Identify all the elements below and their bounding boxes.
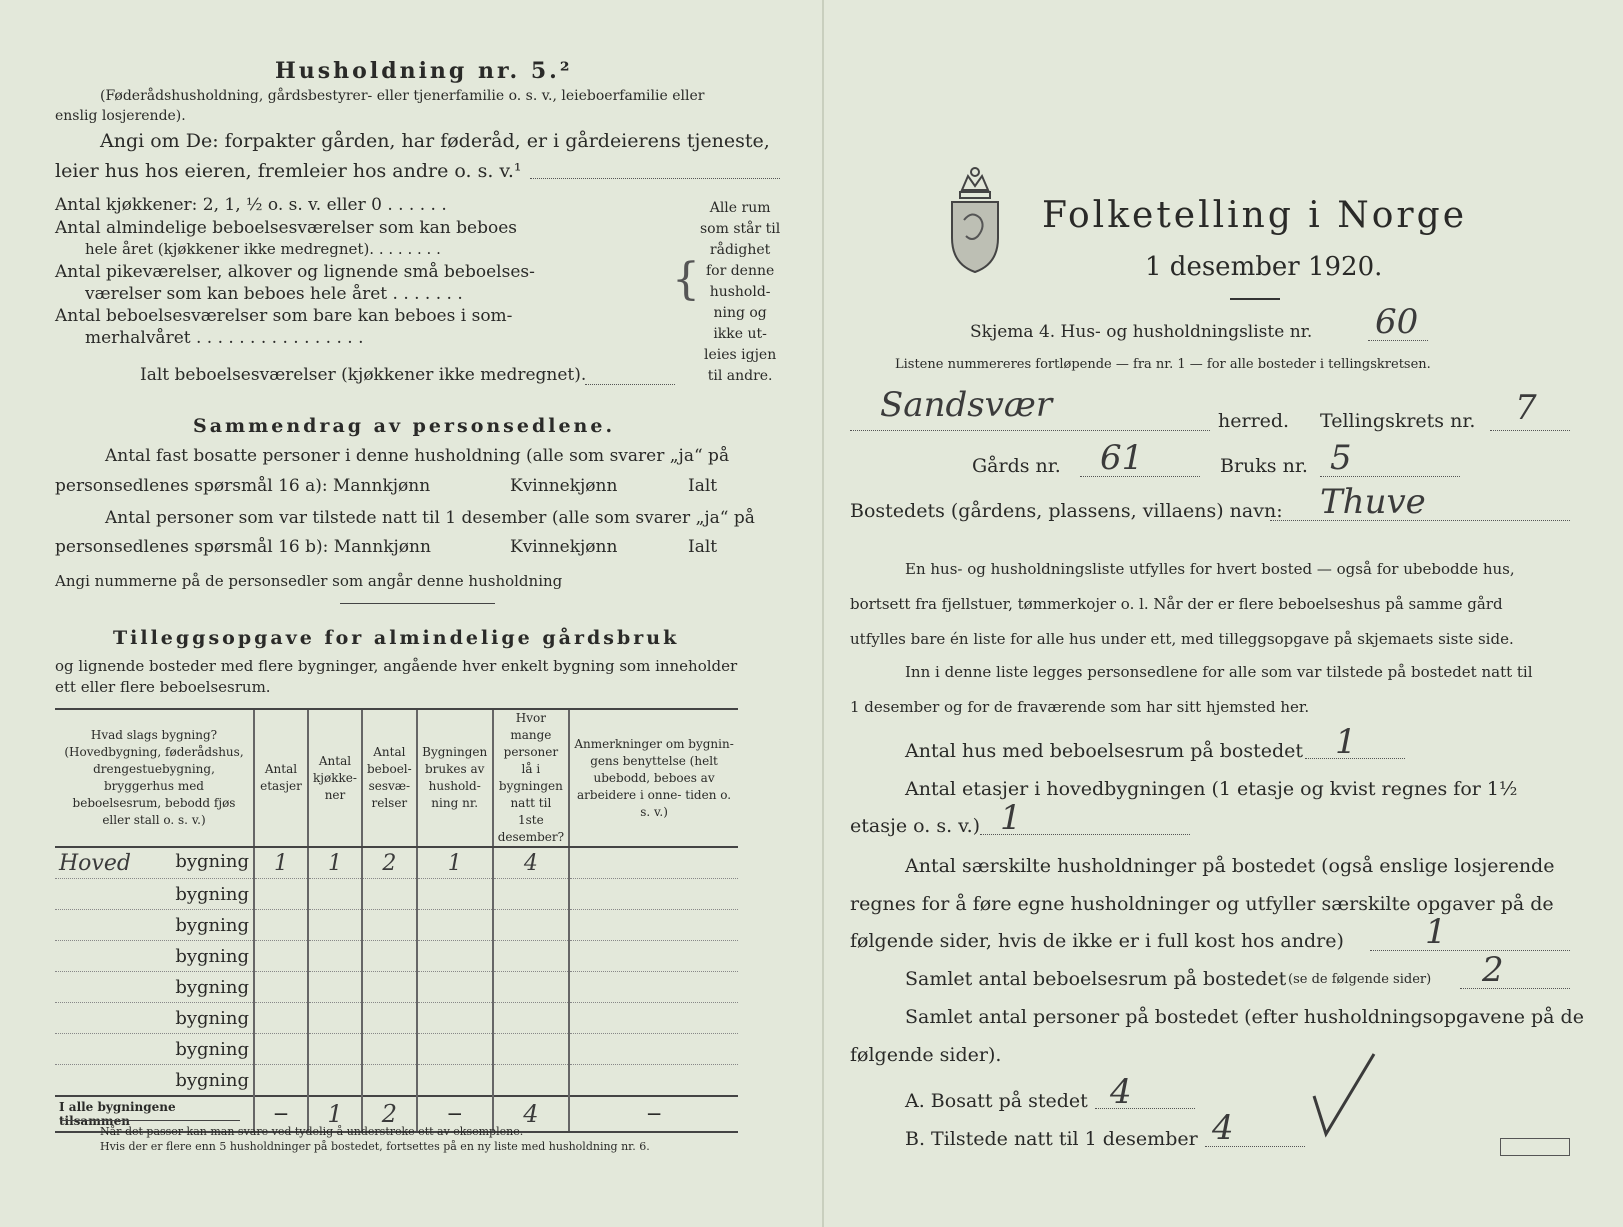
bygning-label: bygning — [175, 850, 249, 872]
bygning-label: bygning — [55, 972, 254, 1003]
table-header-row — [55, 709, 738, 847]
bosted-value: Thuve — [1320, 482, 1426, 522]
household-heading: Husholdning nr. 5.² — [275, 58, 573, 84]
q-houses-label: Antal hus med beboelsesrum på bostedet — [905, 740, 1304, 762]
q-households-label-3: følgende sider, hvis de ikke er i full kost hos andre) — [850, 930, 1344, 952]
remarks-value — [569, 847, 738, 879]
summary-text-4: personsedlenes spørsmål 16 b): Mannkjønn — [55, 537, 431, 557]
female-label-1: Kvinnekjønn — [510, 476, 618, 496]
side-note-line: ikke ut- — [713, 326, 767, 342]
table-row — [55, 1003, 738, 1034]
brace: { — [672, 254, 700, 305]
header-rooms: Antal beboel- sesvæ- relser — [362, 709, 417, 847]
total-row-label: I alle bygningene tilsammen — [55, 1096, 254, 1132]
side-note-line: hushold- — [709, 284, 771, 300]
bosted-line — [1270, 520, 1570, 521]
summary-text-3: Antal personer som var tilstede natt til 1 desember (alle som svarer „ja“ på — [105, 508, 755, 528]
table-row — [55, 941, 738, 972]
list-note: Listene nummereres fortløpende — fra nr. 1 — for alle bosteder i tellingskretsen. — [895, 357, 1431, 372]
supplement-text-2: ett eller flere beboelsesrum. — [55, 678, 271, 696]
gards-label: Gårds nr. — [972, 455, 1061, 477]
table-row — [55, 972, 738, 1003]
total-label-1: Ialt — [688, 476, 718, 496]
instructions-3: utfylles bare én liste for alle hus under ett, med tilleggsopgave på skjemaets siste side. — [850, 630, 1514, 648]
persons-value: 4 — [493, 847, 569, 879]
bosted-label: Bostedets (gårdens, plassens, villaens) navn: — [850, 500, 1283, 522]
q-present-value: 4 — [1212, 1108, 1234, 1148]
q-households-line — [1370, 950, 1570, 951]
angi-text-1: Angi om De: forpakter gården, har føderåd, er i gårdeierens tjeneste, — [100, 130, 770, 152]
q-resident-line — [1095, 1108, 1195, 1109]
q-households-label-1: Antal særskilte husholdninger på bostedet (også enslige losjerende — [905, 855, 1555, 877]
header-kitchens: Antal kjøkke- ner — [308, 709, 362, 847]
tellingskrets-label: Tellingskrets nr. — [1320, 410, 1476, 432]
q-houses-line — [1305, 758, 1405, 759]
q-floors-value: 1 — [1000, 798, 1022, 838]
q-persons-label-2: følgende sider). — [850, 1044, 1002, 1066]
total-persons: 4 — [493, 1096, 569, 1132]
small-rooms-label-2: værelser som kan beboes hele året . . . . . . . — [85, 284, 463, 304]
divider — [340, 603, 495, 604]
total-household: — — [417, 1096, 493, 1132]
total-floors: — — [254, 1096, 308, 1132]
summary-text-5: Angi nummerne på de personsedler som angår denne husholdning — [55, 572, 563, 590]
total-rooms-label: Ialt beboelsesværelser (kjøkkener ikke medregnet). — [140, 365, 587, 385]
herred-label: herred. — [1218, 410, 1290, 432]
kitchens-value: 1 — [308, 847, 362, 879]
household-intro-2: enslig losjerende). — [55, 108, 186, 124]
gards-line — [1080, 476, 1200, 477]
q-resident-label: A. Bosatt på stedet — [905, 1090, 1088, 1112]
q-rooms-value: 2 — [1482, 950, 1504, 990]
bruks-label: Bruks nr. — [1220, 455, 1308, 477]
floors-value: 1 — [254, 847, 308, 879]
tellingskrets-value: 7 — [1515, 388, 1537, 428]
title-rule — [1230, 298, 1280, 300]
rooms-label-1: Antal almindelige beboelsesværelser som kan beboes — [55, 218, 517, 238]
table-row — [55, 910, 738, 941]
kitchens-label: Antal kjøkkener: 2, 1, ½ o. s. v. eller 0 . . . . . . — [55, 195, 447, 215]
supplement-text-1: og lignende bosteder med flere bygninger, angående hver enkelt bygning som inneholder — [55, 657, 738, 675]
q-present-label: B. Tilstede natt til 1 desember — [905, 1128, 1198, 1150]
main-title: Folketelling i Norge — [1042, 195, 1467, 236]
summary-text-2: personsedlenes spørsmål 16 a): Mannkjønn — [55, 476, 431, 496]
herred-value: Sandsvær — [880, 385, 1053, 425]
census-date: 1 desember 1920. — [1145, 252, 1383, 282]
table-row — [55, 1065, 738, 1097]
summary-text-1: Antal fast bosatte personer i denne husholdning (alle som svarer „ja“ på — [105, 446, 730, 466]
total-rooms: 2 — [362, 1096, 417, 1132]
table-row — [55, 879, 738, 910]
total-remarks: — — [569, 1096, 738, 1132]
side-note — [700, 198, 780, 387]
side-note-line: til andre. — [707, 368, 773, 384]
instructions-2: bortsett fra fjellstuer, tømmerkojer o. l. Når der er flere beboelseshus på samme gård — [850, 595, 1503, 613]
q-floors-label-1: Antal etasjer i hovedbygningen (1 etasje og kvist regnes for 1½ — [905, 778, 1518, 800]
q-rooms-line — [1460, 988, 1570, 989]
building-type-cell — [55, 847, 254, 879]
header-remarks: Anmerkninger om bygnin- gens benyttelse (helt ubebodd, beboes av arbeidere i onne- tiden o. s. v.) — [569, 709, 738, 847]
gards-value: 61 — [1100, 438, 1144, 478]
angi-text-2: leier hus hos eieren, fremleier hos andre o. s. v.¹ — [55, 160, 522, 182]
printer-stamp-icon — [1500, 1138, 1570, 1156]
buildings-table — [55, 708, 738, 1133]
bygning-label: bygning — [55, 1034, 254, 1065]
side-note-line: for denne — [705, 263, 775, 279]
small-rooms-label-1: Antal pikeværelser, alkover og lignende små beboelses- — [55, 262, 535, 282]
bygning-label: bygning — [55, 1003, 254, 1034]
herred-line — [850, 430, 1210, 431]
summer-rooms-label-1: Antal beboelsesværelser som bare kan beboes i som- — [55, 306, 513, 326]
bygning-label: bygning — [55, 910, 254, 941]
footnote-1: Når det passer kan man svare ved tydelig å understreke ett av eksemplene. — [100, 1125, 524, 1138]
q-houses-value: 1 — [1335, 722, 1357, 762]
q-persons-label-1: Samlet antal personer på bostedet (efter husholdningsopgavene på de — [905, 1006, 1584, 1028]
bruks-line — [1320, 476, 1460, 477]
tellingskrets-line — [1490, 430, 1570, 431]
list-number: 60 — [1375, 302, 1419, 342]
bygning-label: bygning — [55, 879, 254, 910]
total-label-2: Ialt — [688, 537, 718, 557]
q-floors-line — [980, 834, 1190, 835]
header-building-type: Hvad slags bygning? (Hovedbygning, føderådshus, drengestuebygning, bryggerhus med beboelsesrum, bebodd fjøs eller stall o. s. v.) — [55, 709, 254, 847]
q-households-label-2: regnes for å føre egne husholdninger og utfyller særskilte opgaver på de — [850, 893, 1554, 915]
footnote-rule — [60, 1120, 240, 1121]
table-row — [55, 1034, 738, 1065]
rooms-label-2: hele året (kjøkkener ikke medregnet). . . . . . . . — [85, 240, 441, 258]
norway-crest-icon — [948, 160, 1002, 280]
household-intro-1: (Føderådshusholdning, gårdsbestyrer- eller tjenerfamilie o. s. v., leieboerfamilie eller — [100, 88, 705, 104]
instructions-4: Inn i denne liste legges personsedlene for alle som var tilstede på bostedet natt til — [905, 663, 1533, 681]
header-persons: Hvor mange personer lå i bygningen natt til 1ste desember? — [493, 709, 569, 847]
summer-rooms-label-2: merhalvåret . . . . . . . . . . . . . . . . — [85, 328, 364, 348]
side-note-line: ning og — [713, 305, 767, 321]
table-row — [55, 847, 738, 879]
building-type-value: Hoved — [59, 850, 131, 876]
side-note-line: som står til — [700, 221, 781, 237]
q-floors-label-2: etasje o. s. v.) — [850, 815, 981, 837]
side-note-line: leies igjen — [703, 347, 777, 363]
angi-line — [530, 178, 780, 179]
instructions-1: En hus- og husholdningsliste utfylles for hvert bosted — også for ubebodde hus, — [905, 560, 1515, 578]
schema-label: Skjema 4. Hus- og husholdningsliste nr. — [970, 322, 1313, 342]
q-rooms-label: Samlet antal beboelsesrum på bostedet — [905, 968, 1287, 990]
page-fold — [822, 0, 824, 1227]
q-present-line — [1205, 1146, 1305, 1147]
supplement-heading: Tilleggsopgave for almindelige gårdsbruk — [113, 627, 680, 649]
bygning-label: bygning — [55, 1065, 254, 1097]
q-resident-value: 4 — [1110, 1072, 1132, 1112]
side-note-line: rådighet — [709, 242, 771, 258]
total-kitchens: 1 — [308, 1096, 362, 1132]
bygning-label: bygning — [55, 941, 254, 972]
summary-heading: Sammendrag av personsedlene. — [193, 415, 616, 437]
total-rooms-line — [585, 384, 675, 385]
header-household: Bygningen brukes av hushold- ning nr. — [417, 709, 493, 847]
footnote-2: Hvis der er flere enn 5 husholdninger på bostedet, fortsettes på en ny liste med husholdning nr. 6. — [100, 1140, 650, 1153]
list-number-line — [1368, 340, 1428, 341]
instructions-5: 1 desember og for de fraværende som har sitt hjemsted her. — [850, 698, 1310, 716]
female-label-2: Kvinnekjønn — [510, 537, 618, 557]
side-note-line: Alle rum — [709, 200, 771, 216]
header-floors: Antal etasjer — [254, 709, 308, 847]
rooms-value: 2 — [362, 847, 417, 879]
bruks-value: 5 — [1330, 438, 1352, 478]
q-households-value: 1 — [1425, 912, 1447, 952]
household-value: 1 — [417, 847, 493, 879]
q-rooms-note: (se de følgende sider) — [1288, 972, 1432, 987]
checkmark-icon — [1310, 1050, 1380, 1140]
